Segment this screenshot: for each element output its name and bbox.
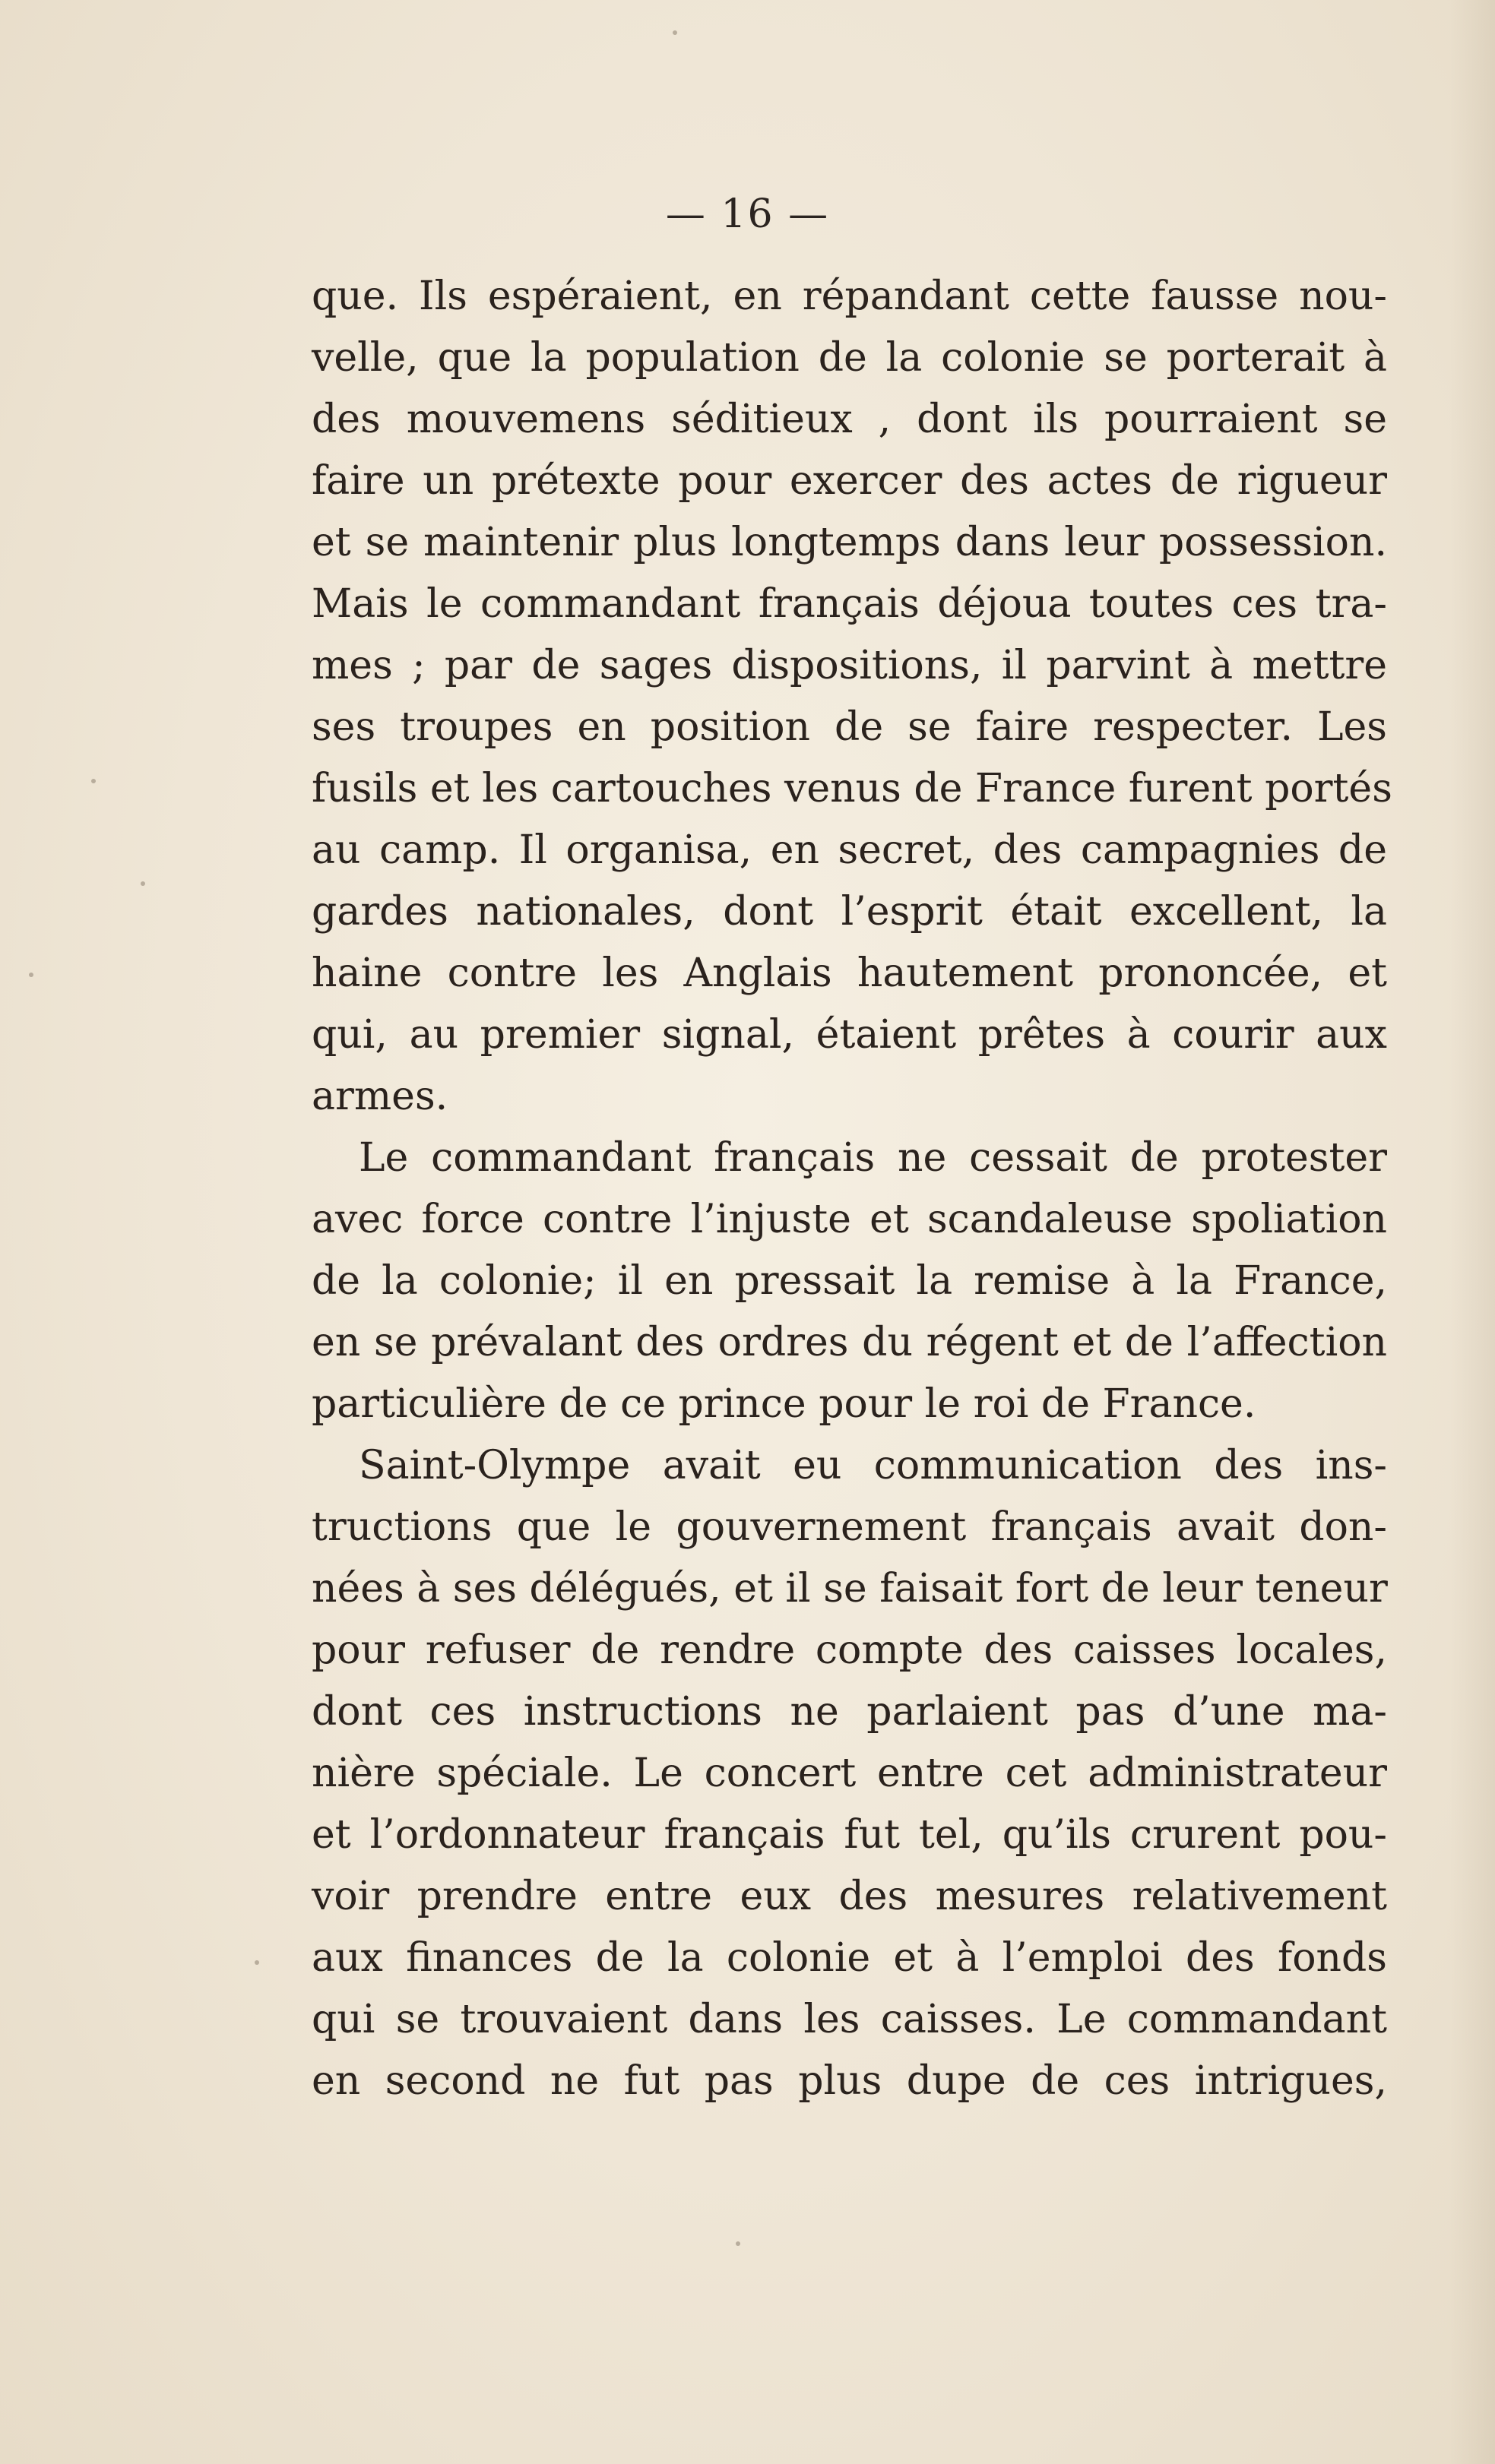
text-line: et se maintenir plus longtemps dans leur possession. bbox=[312, 520, 1387, 565]
text-line: voir prendre entre eux des mesures relativement bbox=[312, 1874, 1387, 1919]
text-line: nées à ses délégués, et il se faisait fort de leur teneur bbox=[312, 1566, 1388, 1612]
text-line: ses troupes en position de se faire respecter. Les bbox=[312, 704, 1387, 750]
paragraph-start-line: Saint-Olympe avait eu communication des ins- bbox=[359, 1443, 1387, 1488]
text-line: velle, que la population de la colonie se porterait à bbox=[312, 335, 1387, 381]
text-line: Mais le commandant français déjoua toutes ces tra- bbox=[312, 581, 1387, 627]
paper-speck bbox=[29, 973, 33, 977]
text-line: aux finances de la colonie et à l’emploi des fonds bbox=[312, 1935, 1387, 1981]
text-line: au camp. Il organisa, en secret, des campagnies de bbox=[312, 827, 1387, 873]
text-line: armes. bbox=[312, 1074, 448, 1119]
paper-speck bbox=[673, 30, 677, 35]
paragraph-start-line: Le commandant français ne cessait de protester bbox=[359, 1135, 1387, 1181]
text-line: gardes nationales, dont l’esprit était excellent, la bbox=[312, 889, 1387, 935]
text-line: haine contre les Anglais hautement prononcée, et bbox=[312, 950, 1387, 996]
text-line: en second ne fut pas plus dupe de ces intrigues, bbox=[312, 2058, 1387, 2104]
paper-speck bbox=[736, 2241, 740, 2246]
text-line: dont ces instructions ne parlaient pas d’une ma- bbox=[312, 1689, 1387, 1735]
text-line: des mouvemens séditieux , dont ils pourraient se bbox=[312, 397, 1387, 442]
text-line: de la colonie; il en pressait la remise à la France, bbox=[312, 1258, 1387, 1304]
text-line: qui, au premier signal, étaient prêtes à courir aux bbox=[312, 1012, 1387, 1058]
text-line: tructions que le gouvernement français avait don- bbox=[312, 1504, 1387, 1550]
text-line: particulière de ce prince pour le roi de France. bbox=[312, 1381, 1256, 1427]
paper-speck bbox=[141, 881, 145, 886]
page-edge-shadow bbox=[1449, 0, 1495, 2464]
paper-speck bbox=[255, 1960, 259, 1965]
text-line: qui se trouvaient dans les caisses. Le commandant bbox=[312, 1997, 1387, 2042]
body-text bbox=[312, 266, 1392, 2112]
text-line: avec force contre l’injuste et scandaleuse spoliation bbox=[312, 1197, 1387, 1242]
page-number-header: — 16 — bbox=[665, 191, 830, 237]
text-line: fusils et les cartouches venus de France furent portés bbox=[312, 766, 1392, 811]
text-line: faire un prétexte pour exercer des actes de rigueur bbox=[312, 458, 1387, 504]
text-line: mes ; par de sages dispositions, il parvint à mettre bbox=[312, 643, 1387, 688]
text-line: nière spéciale. Le concert entre cet administrateur bbox=[312, 1751, 1387, 1796]
paper-speck bbox=[91, 779, 96, 783]
text-line: pour refuser de rendre compte des caisses locales, bbox=[312, 1627, 1387, 1673]
text-line: que. Ils espéraient, en répandant cette fausse nou- bbox=[312, 274, 1387, 319]
text-line: et l’ordonnateur français fut tel, qu’ils crurent pou- bbox=[312, 1812, 1387, 1858]
text-line: en se prévalant des ordres du régent et de l’affection bbox=[312, 1320, 1387, 1365]
